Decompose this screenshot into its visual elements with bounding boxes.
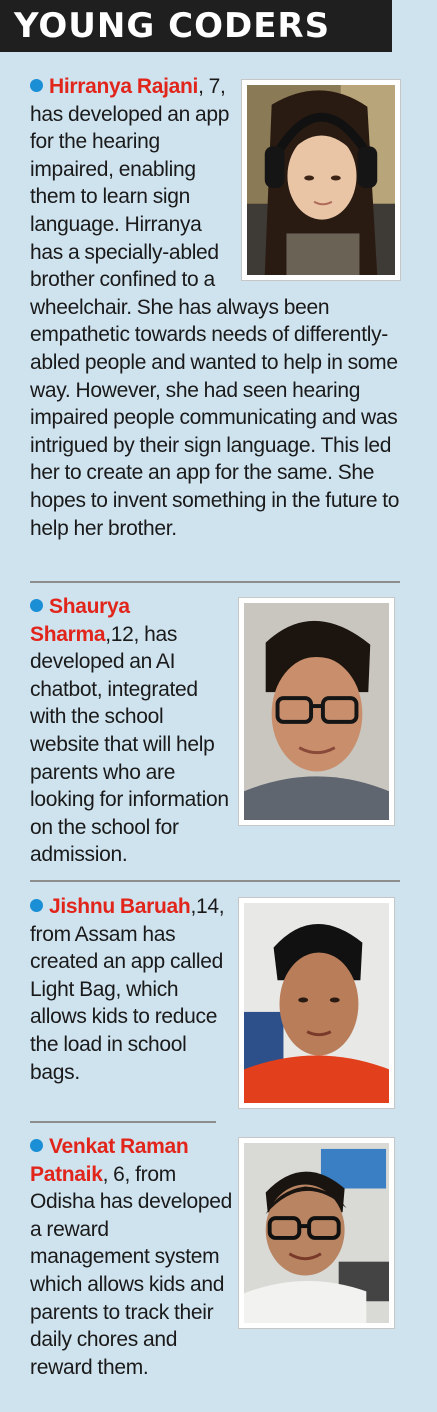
divider xyxy=(30,1121,216,1123)
boy-with-glasses-photo xyxy=(244,603,389,820)
profile-description: , 6, from Odisha has developed a reward management system which allows kids and parents to track their daily chores and reward them. xyxy=(30,1162,232,1379)
bullet-icon xyxy=(30,1139,43,1152)
profile-photo xyxy=(238,1137,395,1329)
page-title: YOUNG CODERS xyxy=(14,6,331,46)
profile-text-block xyxy=(0,1133,437,1381)
profile-photo xyxy=(241,79,401,281)
profile-text-block xyxy=(0,73,437,542)
profile-shaurya xyxy=(0,593,437,869)
divider xyxy=(30,581,400,583)
divider xyxy=(30,880,400,882)
profile-jishnu xyxy=(0,893,437,1115)
bullet-icon xyxy=(30,899,43,912)
young-boy-with-glasses-photo xyxy=(244,1143,389,1323)
profile-photo xyxy=(238,597,395,826)
profile-photo xyxy=(238,897,395,1109)
profile-name: Venkat Raman Patnaik xyxy=(30,1135,189,1186)
profile-description: , 7, has developed an app for the hearing impaired, enabling them to learn sign language. Hirranya has a specially-abled brother confined to a wheelchair. She has always been empathetic towards needs of differently-abled people and wanted to help in some way. However, she had seen hearing impaired people communicating and was intrigued by their sign language. This led her to create an app for the same. She hopes to invent something in the future to help her brother. xyxy=(30,75,400,540)
profile-description: ,12, has developed an AI chatbot, integrated with the school website that will help parents who are looking for information on the school for admission. xyxy=(30,622,229,867)
bullet-icon xyxy=(30,599,43,612)
profile-name: Jishnu Baruah xyxy=(49,895,191,918)
profile-name: Hirranya Rajani xyxy=(49,75,199,98)
boy-in-red-shirt-photo xyxy=(244,903,389,1103)
profile-text-block xyxy=(0,593,437,869)
bullet-icon xyxy=(30,79,43,92)
profile-text-block xyxy=(0,893,437,1086)
profile-venkat xyxy=(0,1133,437,1381)
girl-with-headphones-photo xyxy=(247,85,395,275)
profile-description: ,14, from Assam has created an app called Light Bag, which allows kids to reduce the load in school bags. xyxy=(30,895,225,1084)
profile-name: Shaurya Sharma xyxy=(30,595,130,646)
profile-hirranya xyxy=(0,73,437,542)
header-banner xyxy=(0,0,392,52)
